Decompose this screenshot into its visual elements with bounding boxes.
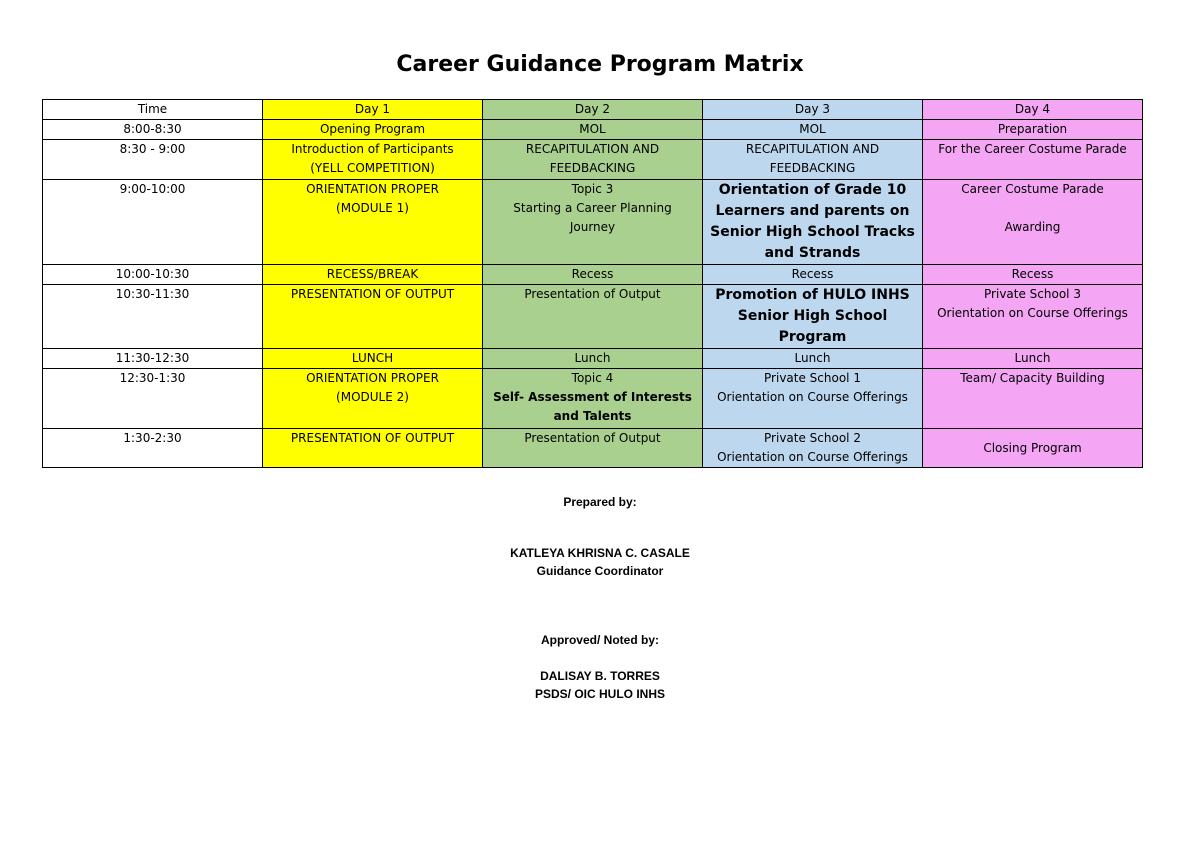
- day-3-cell: [703, 140, 923, 180]
- time-cell: 11:30-12:30: [43, 349, 263, 369]
- day-4-cell: [923, 140, 1143, 180]
- cell-line: Topic 4: [571, 371, 614, 385]
- cell-line: Lunch: [794, 351, 831, 365]
- cell-line: Recess: [571, 267, 614, 281]
- table-row: [43, 349, 1143, 369]
- approved-by-label: Approved/ Noted by:: [540, 633, 659, 647]
- header-day-4: Day 4: [923, 100, 1143, 120]
- preparer-name: KATLEYA KHRISNA C. CASALE: [510, 546, 690, 560]
- header-time: Time: [43, 100, 263, 120]
- day-3-cell: [703, 285, 923, 349]
- cell-line: Lunch: [1014, 351, 1051, 365]
- day-2-cell: [483, 180, 703, 265]
- program-matrix-table: [42, 99, 1143, 468]
- document-title: Career Guidance Program Matrix: [396, 52, 804, 77]
- cell-line: FEEDBACKING: [769, 161, 856, 175]
- time-cell: 1:30-2:30: [43, 429, 263, 468]
- preparer-role: Guidance Coordinator: [536, 564, 664, 578]
- cell-line: Private School 3: [984, 287, 1081, 301]
- cell-line: Orientation on Course Offerings: [937, 306, 1128, 320]
- cell-line: Career Costume Parade: [961, 182, 1104, 196]
- cell-line: ORIENTATION PROPER: [306, 371, 439, 385]
- header-day-3: Day 3: [703, 100, 923, 120]
- day-1-cell: [263, 140, 483, 180]
- day-3-cell: [703, 180, 923, 265]
- table-row: [43, 140, 1143, 180]
- cell-spacer: [925, 199, 1140, 218]
- approver-role: PSDS/ OIC HULO INHS: [534, 687, 665, 701]
- cell-line: Presentation of Output: [524, 431, 661, 445]
- table-row: [43, 285, 1143, 349]
- day-4-cell: [923, 180, 1143, 265]
- cell-line: PRESENTATION OF OUTPUT: [290, 287, 455, 301]
- cell-line: Presentation of Output: [524, 287, 661, 301]
- cell-line: Starting a Career Planning: [513, 201, 672, 215]
- cell-line: ORIENTATION PROPER: [306, 182, 439, 196]
- cell-line: MOL: [799, 122, 826, 136]
- day-4-cell: [923, 369, 1143, 429]
- cell-line: Opening Program: [319, 122, 426, 136]
- approver-name: DALISAY B. TORRES: [540, 669, 660, 683]
- cell-line: For the Career Costume Parade: [938, 142, 1127, 156]
- day-1-cell: [263, 429, 483, 468]
- cell-line: Senior High School Program: [737, 308, 888, 345]
- day-3-cell: [703, 265, 923, 285]
- cell-line: Senior High School Tracks: [710, 224, 915, 240]
- cell-line: Closing Program: [983, 440, 1082, 455]
- cell-line: Recess: [1011, 267, 1054, 281]
- cell-line: Preparation: [997, 122, 1068, 136]
- cell-line: RECAPITULATION AND: [525, 142, 660, 156]
- day-4-cell: [923, 429, 1143, 468]
- cell-line: FEEDBACKING: [549, 161, 636, 175]
- cell-line: Recess: [791, 267, 834, 281]
- cell-line: Lunch: [574, 351, 611, 365]
- cell-line: Orientation of Grade 10: [718, 182, 907, 198]
- time-cell: 9:00-10:00: [43, 180, 263, 265]
- table-row: [43, 120, 1143, 140]
- day-2-cell: [483, 120, 703, 140]
- cell-line: and Strands: [764, 245, 861, 261]
- cell-line: Promotion of HULO INHS: [715, 287, 910, 303]
- day-3-cell: [703, 120, 923, 140]
- day-2-cell: [483, 369, 703, 429]
- cell-line: (YELL COMPETITION): [310, 161, 435, 175]
- day-4-cell: [923, 265, 1143, 285]
- header-day-1: Day 1: [263, 100, 483, 120]
- day-2-cell: [483, 265, 703, 285]
- cell-line: Private School 1: [764, 371, 861, 385]
- day-1-cell: [263, 265, 483, 285]
- day-2-cell: [483, 349, 703, 369]
- cell-line: RECAPITULATION AND: [745, 142, 880, 156]
- day-2-cell: [483, 285, 703, 349]
- day-2-cell: [483, 429, 703, 468]
- prepared-by-label: Prepared by:: [563, 495, 637, 509]
- header-row: [43, 100, 1143, 120]
- cell-line: Private School 2: [764, 431, 861, 445]
- day-4-cell: [923, 120, 1143, 140]
- cell-line: and Talents: [553, 409, 632, 423]
- day-3-cell: [703, 349, 923, 369]
- day-1-cell: [263, 285, 483, 349]
- time-cell: 8:30 - 9:00: [43, 140, 263, 180]
- day-3-cell: [703, 369, 923, 429]
- day-3-cell: [703, 429, 923, 468]
- day-1-cell: [263, 369, 483, 429]
- day-1-cell: [263, 180, 483, 265]
- cell-line: PRESENTATION OF OUTPUT: [290, 431, 455, 445]
- cell-line: Awarding: [1004, 220, 1061, 234]
- cell-line: MOL: [579, 122, 606, 136]
- day-1-cell: [263, 120, 483, 140]
- cell-line: RECESS/BREAK: [326, 267, 419, 281]
- day-1-cell: [263, 349, 483, 369]
- table-row: [43, 429, 1143, 468]
- time-cell: 10:00-10:30: [43, 265, 263, 285]
- cell-line: Team/ Capacity Building: [960, 371, 1105, 385]
- table-row: [43, 265, 1143, 285]
- day-2-cell: [483, 140, 703, 180]
- day-4-cell: [923, 285, 1143, 349]
- cell-line: Introduction of Participants: [291, 142, 454, 156]
- cell-line: Orientation on Course Offerings: [717, 390, 908, 404]
- table-row: [43, 180, 1143, 265]
- cell-line: Learners and parents on: [715, 203, 910, 219]
- cell-line: Self- Assessment of Interests: [493, 390, 692, 404]
- cell-line: Topic 3: [571, 182, 614, 196]
- header-day-2: Day 2: [483, 100, 703, 120]
- cell-line: LUNCH: [351, 351, 394, 365]
- time-cell: 8:00-8:30: [43, 120, 263, 140]
- table-row: [43, 369, 1143, 429]
- cell-line: (MODULE 1): [336, 201, 409, 215]
- cell-line: (MODULE 2): [336, 390, 409, 404]
- cell-line: Journey: [569, 220, 616, 234]
- day-4-cell: [923, 349, 1143, 369]
- time-cell: 10:30-11:30: [43, 285, 263, 349]
- time-cell: 12:30-1:30: [43, 369, 263, 429]
- cell-line: Orientation on Course Offerings: [717, 450, 908, 464]
